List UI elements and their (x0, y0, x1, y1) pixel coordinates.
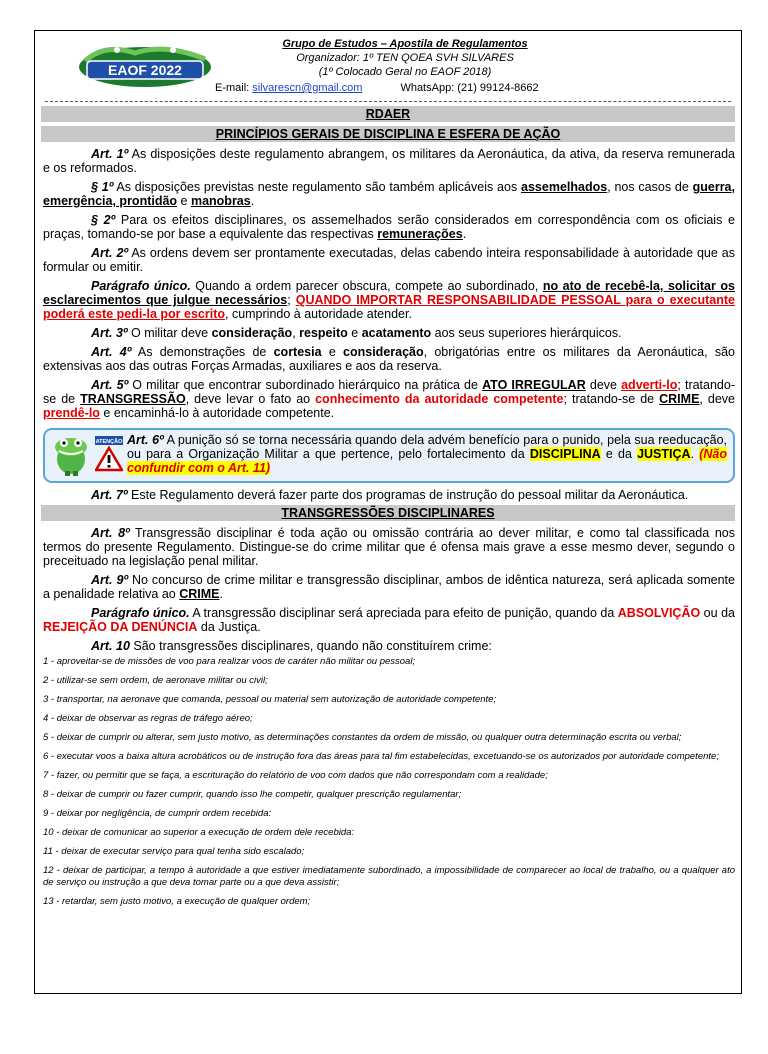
text: da Justiça. (197, 620, 261, 634)
text-highlight: JUSTIÇA (637, 447, 691, 461)
text-bold: respeito (299, 326, 348, 340)
list-item: 2 - utilizar-se sem ordem, de aeronave militar ou civil; (43, 675, 268, 686)
art-9 (43, 573, 735, 601)
list-item: 10 - deixar de comunicar ao superior a execução de ordem dele recebida: (43, 827, 355, 838)
text-bold: consideração (343, 345, 424, 359)
text: No concurso de crime militar e transgressão disciplinar, ambos de idêntica natureza, será aplicada somente a penalidade relativa ao (43, 573, 735, 601)
text: , nos casos de (607, 180, 693, 194)
text-bold: acatamento (361, 326, 432, 340)
list-item: 12 - deixar de participar, a tempo à autoridade a que estiver imediatamente subordinado, a impossibilidade de comparecer ao local de trabalho, ou a qualquer ato de serviço ou instrução a que deva tomar parte ou a que deva assistir; (43, 865, 735, 888)
text: e (177, 194, 191, 208)
text-warning: conhecimento da autoridade competente (315, 392, 564, 406)
art-2 (43, 246, 735, 274)
art-7 (43, 488, 735, 502)
text: A punição só se torna necessária quando dela advém benefício para o punido, pela sua reeducação, ou para a Organização Militar a que pertence, pelo fortalecimento da (127, 433, 727, 461)
paragraph-unico-1 (43, 279, 735, 321)
text: , (292, 326, 300, 340)
transgressions-list (43, 656, 735, 908)
list-item: 9 - deixar por negligência, de cumprir ordem recebida: (43, 808, 272, 819)
text-bold: consideração (211, 326, 293, 340)
list-item: 7 - fazer, ou permitir que se faça, a escrituração do relatório de voo com dados que não correspondam com a realidade; (43, 770, 548, 781)
art-label: Art. 2º (91, 246, 129, 260)
header-text (215, 37, 595, 79)
text: ; (287, 293, 296, 307)
text: , deve (699, 392, 735, 406)
art-label: Art. 9º (91, 573, 129, 587)
text: ; tratando-se de (43, 378, 735, 406)
art-label: Parágrafo único. (91, 606, 190, 620)
text-emphasis: no ato de recebê-la, solicitar os esclarecimentos que julgue necessários (43, 279, 735, 307)
text: e (321, 345, 344, 359)
art-label: Parágrafo único. (91, 279, 191, 293)
header-contact (215, 82, 539, 94)
text: e encaminhá-lo à autoridade competente. (99, 406, 335, 420)
text: Para os efeitos disciplinares, os assemelhados serão considerados em correspondência com os oficiais e praças, tomando-se por base a equivalente das respectivas (43, 213, 735, 241)
list-item: 1 - aproveitar-se de missões de voo para realizar voos de caráter não militar ou pessoal; (43, 656, 416, 667)
list-item: 13 - retardar, sem justo motivo, a execução de qualquer ordem; (43, 896, 311, 907)
art-text: As disposições deste regulamento abrangem, os militares da Aeronáutica, da ativa, da reserva remunerada e os reformados. (43, 147, 735, 175)
warning-sign-icon (95, 436, 123, 472)
text: . (690, 447, 700, 461)
logo-text: EAOF 2022 (108, 62, 182, 78)
art-3 (43, 326, 735, 340)
text-warning: ABSOLVIÇÃO (617, 606, 701, 620)
text: e da (600, 447, 638, 461)
text-warning: QUANDO IMPORTAR RESPONSABILIDADE PESSOAL para o executante poderá este pedi-la por escrito (43, 293, 735, 321)
whatsapp-text: WhatsApp: (21) 99124-8662 (400, 82, 539, 94)
paragraph-2 (43, 213, 735, 241)
section-principios: PRINCÍPIOS GERAIS DE DISCIPLINA E ESFERA DE AÇÃO (41, 126, 735, 142)
text: aos seus superiores hierárquicos. (431, 326, 622, 340)
art-label: Art. 8º (91, 526, 130, 540)
text: . (462, 227, 467, 241)
art-5 (43, 378, 735, 420)
header-title: Grupo de Estudos – Apostila de Regulamentos (282, 38, 528, 50)
text: As demonstrações de (131, 345, 274, 359)
warning-label: ATENÇÃO (95, 439, 123, 445)
list-item: 6 - executar voos a baixa altura acrobáticos ou de instrução fora das áreas para tal fim estabelecidas, excetuando-se os autorizados por autoridade competente; (43, 751, 719, 762)
text-warning: REJEIÇÃO DA DENÚNCIA (43, 620, 198, 634)
art-label: Art. 7º (91, 488, 128, 502)
art-4 (43, 345, 735, 373)
list-item: 4 - deixar de observar as regras de tráfego aéreo; (43, 713, 253, 724)
art-text: Este Regulamento deverá fazer parte dos programas de instrução do pessoal militar da Aeronáutica. (127, 488, 689, 502)
attention-text (127, 433, 727, 475)
text: . (219, 587, 223, 601)
text-emphasis: CRIME (659, 392, 700, 406)
list-item: 3 - transportar, na aeronave que comanda, pessoal ou material sem autorização de autoridade competente; (43, 694, 497, 705)
section-rdaer: RDAER (41, 106, 735, 122)
text: e (347, 326, 362, 340)
art-text: Transgressão disciplinar é toda ação ou omissão contrária ao dever militar, e como tal classificada nos termos do presente Regulamento. Distingue-se do crime militar que é ofensa mais grave a esse mesmo dever, segundo o preceituado na legislação penal militar. (43, 526, 735, 568)
list-item: 5 - deixar de cumprir ou alterar, sem justo motivo, as determinações constantes da ordem de missão, ou qualquer outra determinação escrita ou verbal; (43, 732, 682, 743)
text: A transgressão disciplinar será apreciada para efeito de punição, quando da (189, 606, 618, 620)
header-ranking: (1º Colocado Geral no EAOF 2018) (318, 66, 492, 78)
art-1 (43, 147, 735, 175)
text-warning: prendê-lo (43, 406, 100, 420)
paragraph-1 (43, 180, 735, 208)
text: , obrigatórias entre os militares da Aeronáutica, são extensivas aos das outras Forças Armadas, auxiliares e aos da reserva. (43, 345, 735, 373)
eaof-logo (75, 41, 215, 89)
text: ou da (700, 606, 735, 620)
art-8 (43, 526, 735, 568)
art-label: Art. 1º (91, 147, 129, 161)
header-divider (45, 101, 731, 102)
document-body-2 (35, 526, 741, 908)
attention-box (43, 428, 735, 483)
text: O militar que encontrar subordinado hierárquico na prática de (128, 378, 483, 392)
text-highlight: DISCIPLINA (529, 447, 601, 461)
art-text: São transgressões disciplinares, quando não constituírem crime: (129, 639, 492, 653)
text-warning: (Não confundir com o Art. 11) (127, 447, 727, 475)
art-label: Art. 10 (91, 639, 130, 653)
text-emphasis: TRANSGRESSÃO (80, 392, 186, 406)
text-emphasis: guerra, emergência, prontidão (43, 180, 735, 208)
text-warning: adverti-lo (621, 378, 678, 392)
header-organizer: Organizador: 1º TEN QOEA SVH SILVARES (296, 52, 514, 64)
paragraph-unico-2 (43, 606, 735, 634)
text-emphasis: manobras (190, 194, 251, 208)
text: O militar deve (127, 326, 212, 340)
header (35, 31, 741, 95)
art-label: Art. 3º (91, 326, 128, 340)
text: Quando a ordem parecer obscura, compete ao subordinado, (190, 279, 543, 293)
art-text: As ordens devem ser prontamente executadas, delas cabendo inteira responsabilidade à autoridade que as formular ou emitir. (43, 246, 735, 274)
text: . (250, 194, 255, 208)
alligator-mascot-icon (49, 433, 93, 477)
document-page (34, 30, 742, 994)
email-label: E-mail: (215, 82, 250, 94)
list-item: 11 - deixar de executar serviço para qual tenha sido escalado; (43, 846, 305, 857)
section-transgressoes: TRANSGRESSÕES DISCIPLINARES (41, 505, 735, 521)
text-emphasis: CRIME (179, 587, 220, 601)
email-link[interactable]: silvarescn@gmail.com (252, 82, 363, 94)
art-label: § 2º (91, 213, 116, 227)
text-emphasis: assemelhados (521, 180, 608, 194)
text-emphasis: remunerações (377, 227, 463, 241)
text: , deve levar o fato ao (185, 392, 316, 406)
art-10 (43, 639, 735, 653)
art-label: § 1º (91, 180, 114, 194)
text: , cumprindo à autoridade atender. (225, 307, 412, 321)
text-emphasis: ATO IRREGULAR (482, 378, 586, 392)
art-label: Art. 4º (91, 345, 132, 359)
text: As disposições previstas neste regulamento são também aplicáveis aos (113, 180, 522, 194)
art-label: Art. 5º (91, 378, 129, 392)
text: ; tratando-se de (563, 392, 660, 406)
list-item: 8 - deixar de cumprir ou fazer cumprir, quando isso lhe competir, qualquer prescrição regulamentar; (43, 789, 462, 800)
document-body (35, 147, 741, 502)
text: deve (585, 378, 622, 392)
art-label: Art. 6º (127, 433, 164, 447)
text-bold: cortesia (273, 345, 322, 359)
